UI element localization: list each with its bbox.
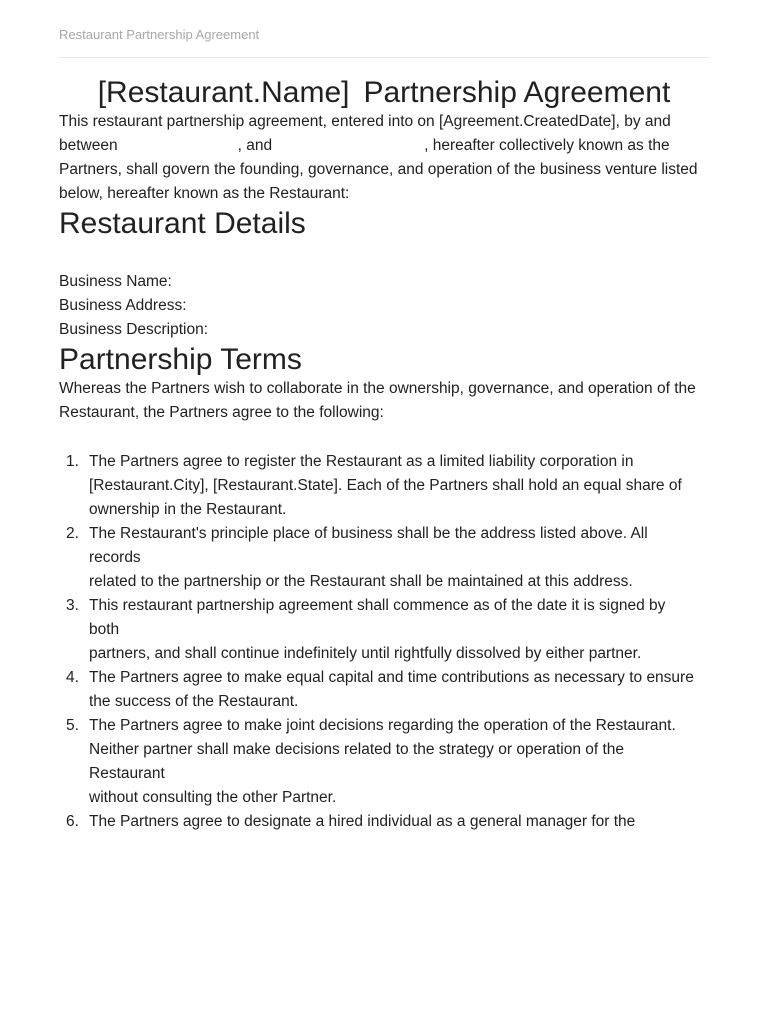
term-item-4: The Partners agree to make equal capital and time contributions as necessary to ensure the success of the Restaurant. — [89, 669, 694, 710]
intro-line-2-pre: between — [59, 137, 118, 154]
term-item-1: The Partners agree to register the Restaurant as a limited liability corporation in [Restaurant.City], [Restaurant.State]. Each of the Partners shall hold an equal share of ownership in the Restaurant. — [89, 453, 682, 518]
intro-line-3: Partners, shall govern the founding, governance, and operation of the business venture listed — [59, 161, 698, 178]
header-divider — [59, 57, 709, 58]
field-label-business-address: Business Address: — [59, 297, 187, 314]
field-label-business-name: Business Name: — [59, 273, 172, 290]
term-item-3: This restaurant partnership agreement shall commence as of the date it is signed by both partners, and shall continue indefinitely until rightfully dissolved by either partner. — [89, 597, 666, 662]
partner1-name-blank — [118, 149, 238, 150]
page-title — [59, 75, 709, 110]
intro-line-1: This restaurant partnership agreement, entered into on [Agreement.CreatedDate], by and — [59, 113, 671, 130]
header-doc-title: Restaurant Partnership Agreement — [59, 27, 260, 42]
term-item-2: The Restaurant's principle place of business shall be the address listed above. All records related to the partnership or the Restaurant shall be maintained at this address. — [89, 525, 648, 590]
section-heading-restaurant-details: Restaurant Details — [59, 207, 306, 240]
section-heading-partnership-terms: Partnership Terms — [59, 343, 302, 376]
intro-line-4: below, hereafter known as the Restaurant: — [59, 185, 350, 202]
restaurant-details-fields — [59, 270, 709, 342]
field-label-business-description: Business Description: — [59, 321, 209, 338]
intro-paragraph — [59, 110, 709, 206]
page-title-text: Partnership Agreement — [363, 76, 671, 109]
term-item-5: The Partners agree to make joint decisions regarding the operation of the Restaurant. Neither partner shall make decisions related to the strategy or operation of the Restaurant without consulting the other Partner. — [89, 717, 676, 806]
partner2-name-blank — [272, 149, 424, 150]
term-item-6: The Partners agree to designate a hired individual as a general manager for the — [89, 813, 636, 830]
restaurant-name-token: [Restaurant.Name] — [97, 76, 350, 109]
partnership-terms-intro: Whereas the Partners wish to collaborate in the ownership, governance, and operation of the Restaurant, the Partners agree to the following: — [59, 380, 696, 421]
intro-line-2-mid: , and — [237, 137, 273, 154]
terms-list — [59, 450, 694, 834]
intro-line-2-post: , hereafter collectively known as the — [424, 137, 670, 154]
